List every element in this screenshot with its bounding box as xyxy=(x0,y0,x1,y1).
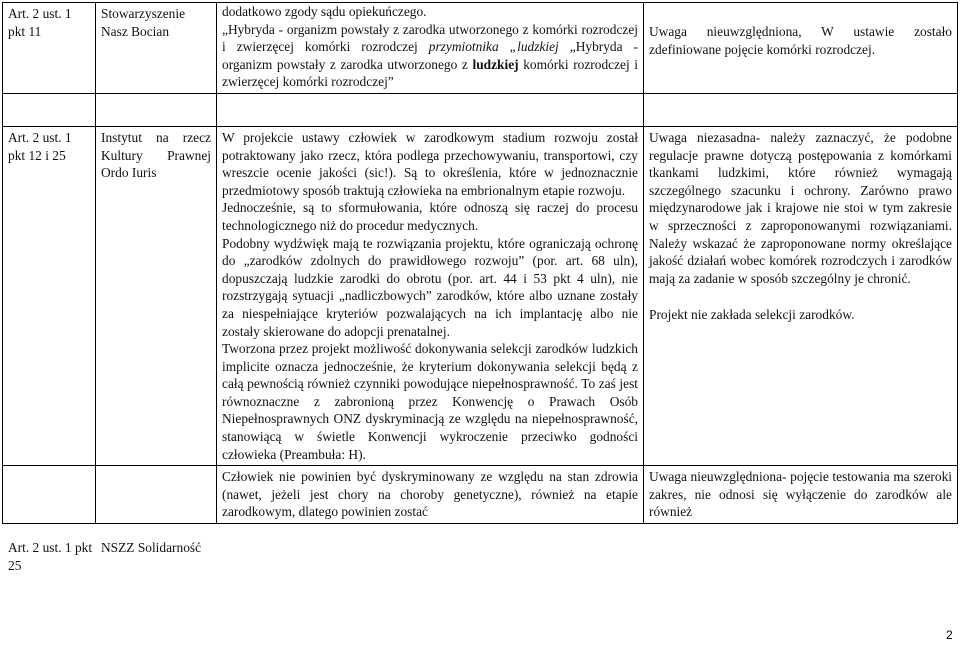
content-cell: W projekcie ustawy człowiek w zarodkowym stadium rozwoju został potraktowany jako rzecz, która podlega przechowywaniu, transportowi, czy wreszcie ocenie jakości (sic!). Są to określenia, które w jednoznacznie przedmiotowy sposób traktują człowieka na embrionalnym etapie rozwoju. Jednocześnie, są to sformułowania, które odnoszą się raczej do procesu technologicznego niż do procedur medycznych. Podobny wydźwięk mają te rozwiązania projektu, które ograniczają ochronę do „zarodków zdolnych do prawidłowego rozwoju” (por. art. 68 uln), dopuszczają ludzkie zarodki do obrotu (por. art. 44 i 53 pkt 4 uln), nie rozstrzygają sytuacji „nadliczbowych” zarodków, które albo uznane zostały za niespełniające kryteriów pozwalających na ich implantację albo nie zostały skierowane do adopcji prenatalnej. Tworzona przez projekt możliwość dokonywania selekcji zarodków ludzkich implicite oznacza jednocześnie, że kryterium dokonywania selekcji będą z całą pewnością również czynniki powodujące niepełnosprawność. To zaś jest równoznaczne z zabronioną przez Konwencję o Prawach Osób Niepełnosprawnych ONZ dyskryminacją ze względu na niepełnosprawność, stanowiącą w świetle Konwencji wykroczenie przeciwko godności człowieka (Preambuła: H). xyxy=(217,126,644,465)
content-cell: Człowiek nie powinien być dyskryminowany ze względu na stan zdrowia (nawet, jeżeli jest chory na choroby genetyczne), również na etapie zarodkowym, dlatego powinien zostać xyxy=(217,466,644,524)
article-cell-next: Art. 2 ust. 1 pkt 25 xyxy=(8,539,93,573)
table-row xyxy=(3,466,958,524)
comment-cell: Uwaga nieuwzględniona- pojęcie testowania ma szeroki zakres, nie odnosi się wyłączenie do zarodków ale również xyxy=(644,466,958,524)
article-cell: Art. 2 ust. 1 pkt 11 xyxy=(3,3,96,94)
comment-cell: Uwaga niezasadna- należy zaznaczyć, że podobne regulacje prawne dotyczą postępowania z komórkami tkankami ludzkimi, które również wymagają szczególnego szacunku i ochrony. Zarówno prawo międzynarodowe jak i krajowe nie stoi w tym zakresie w sprzeczności z zaproponowanymi rozwiązaniami. Należy wskazać że zaproponowane normy określające jakość działań wobec komórek rozrodczych i zarodków mają za zadanie w sposób szczególny je chronić. Projekt nie zakłada selekcji zarodków. xyxy=(644,126,958,465)
comment-cell: Uwaga nieuwzględniona, W ustawie zostało zdefiniowane pojęcie komórki rozrodczej. xyxy=(644,3,958,94)
article-cell: Art. 2 ust. 1 pkt 12 i 25 Art. 2 ust. 1 pkt 25 xyxy=(3,126,96,465)
content-line-1: dodatkowo zgody sądu opiekuńczego. xyxy=(222,4,427,19)
page-number: 2 xyxy=(946,628,953,642)
organization-cell: Stowarzyszenie Nasz Bocian xyxy=(96,3,217,94)
table-row xyxy=(3,126,958,465)
content-cell: dodatkowo zgody sądu opiekuńczego. „Hybryda - organizm powstały z zarodka utworzonego z komórki rozrodczej i zwierzęcej komórki rozrodczej przymiotnika „ludzkiej „Hybryda - organizm powstały z zarodka utworzonego z ludzkiej komórki rozrodczej i zwierzęcej komórki rozrodczej” xyxy=(217,3,644,94)
comment-note: Projekt nie zakłada selekcji zarodków. xyxy=(649,307,855,323)
row-separator xyxy=(3,93,958,126)
organization-cell-next: NSZZ Solidarność xyxy=(101,539,202,555)
table-row xyxy=(3,3,958,94)
comments-table xyxy=(2,2,958,573)
article-cell-empty xyxy=(3,466,96,524)
organization-cell-empty xyxy=(96,466,217,524)
organization-cell: Instytut na rzecz Kultury Prawnej Ordo Iuris NSZZ Solidarność xyxy=(96,126,217,465)
